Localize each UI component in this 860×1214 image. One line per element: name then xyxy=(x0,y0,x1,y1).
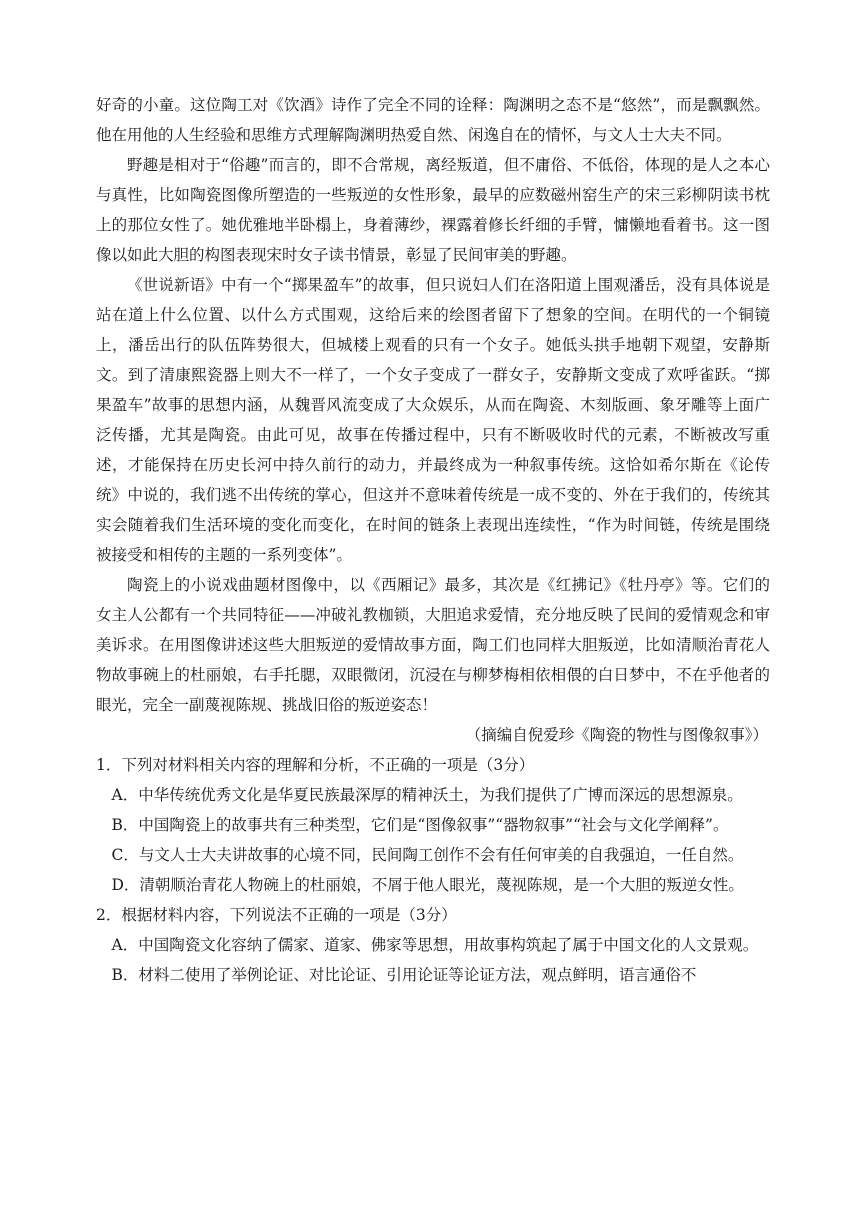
article-paragraph: 陶瓷上的小说戏曲题材图像中，以《西厢记》最多，其次是《红拂记》《牡丹亭》等。它们的女主人公都有一个共同特征——冲破礼教枷锁，大胆追求爱情，充分地反映了民间的爱情观念和审美诉求。在用图像讲述这些大胆叛逆的爱情故事方面，陶工们也同样大胆叛逆，比如清顺治青花人物故事碗上的杜丽娘，右手托腮，双眼微闭，沉浸在与柳梦梅相依相偎的白日梦中，不在乎他者的眼光，完全一副蔑视陈规、挑战旧俗的叛逆姿态！ xyxy=(96,576,770,714)
question-option-d: D．清朝顺治青花人物碗上的杜丽娘，不屑于他人眼光，蔑视陈规，是一个大胆的叛逆女性。 xyxy=(111,876,744,894)
question-option-c: C．与文人士大夫讲故事的心境不同，民间陶工创作不会有任何审美的自我强迫，一任自然。 xyxy=(111,846,744,864)
article-paragraph: 野趣是相对于“俗趣”而言的，即不合常规，离经叛道，但不庸俗、不低俗，体现的是人之本心与真性，比如陶瓷图像所塑造的一些叛逆的女性形象，最早的应数磁州窑生产的宋三彩柳阴读书枕上的那位女性了。她优雅地半卧榻上，身着薄纱，裸露着修长纤细的手臂，慵懒地看着书。这一图像以如此大胆的构图表现宋时女子读书情景，彰显了民间审美的野趣。 xyxy=(96,156,770,264)
article-paragraph: 《世说新语》中有一个“掷果盈车”的故事，但只说妇人们在洛阳道上围观潘岳，没有具体说是站在道上什么位置、以什么方式围观，这给后来的绘图者留下了想象的空间。在明代的一个铜镜上，潘岳出行的队伍阵势很大，但城楼上观看的只有一个女子。她低头拱手地朝下观望，安静斯文。到了清康熙瓷器上则大不一样了，一个女子变成了一群女子，安静斯文变成了欢呼雀跃。“掷果盈车”故事的思想内涵，从魏晋风流变成了大众娱乐，从而在陶瓷、木刻版画、象牙雕等上面广泛传播，尤其是陶瓷。由此可见，故事在传播过程中，只有不断吸收时代的元素，不断被改写重述，才能保持在历史长河中持久前行的动力，并最终成为一种叙事传统。这恰如希尔斯在《论传统》中说的，我们逃不出传统的掌心，但这并不意味着传统是一成不变的、外在于我们的，传统其实会随着我们生活环境的变化而变化，在时间的链条上表现出连续性，“作为时间链，传统是围绕被接受和相传的主题的一系列变体”。 xyxy=(96,276,770,564)
question-2 xyxy=(96,900,770,990)
question-1 xyxy=(96,750,770,900)
question-stem: 2．根据材料内容，下列说法不正确的一项是（3分） xyxy=(96,906,457,924)
question-option-b: B．中国陶瓷上的故事共有三种类型，它们是“图像叙事”“器物叙事”“社会与文化学阐释”。 xyxy=(111,816,729,834)
question-option-b: B．材料二使用了举例论证、对比论证、引用论证等论证方法，观点鲜明，语言通俗不 xyxy=(111,966,697,984)
question-option-a: A．中国陶瓷文化容纳了儒家、道家、佛家等思想，用故事构筑起了属于中国文化的人文景观。 xyxy=(111,936,759,954)
question-option-a: A．中华传统优秀文化是华夏民族最深厚的精神沃土，为我们提供了广博而深远的思想源泉。 xyxy=(111,786,743,804)
article-paragraph-continued: 好奇的小童。这位陶工对《饮酒》诗作了完全不同的诠释：陶渊明之态不是“悠然”，而是飘飘然。他在用他的人生经验和思维方式理解陶渊明热爱自然、闲逸自在的情怀，与文人士大夫不同。 xyxy=(96,96,770,144)
article-source: （摘编自倪爱珍《陶瓷的物性与图像叙事》） xyxy=(465,726,768,744)
document-page xyxy=(96,90,770,990)
question-stem: 1．下列对材料相关内容的理解和分析，不正确的一项是（3分） xyxy=(96,756,535,774)
